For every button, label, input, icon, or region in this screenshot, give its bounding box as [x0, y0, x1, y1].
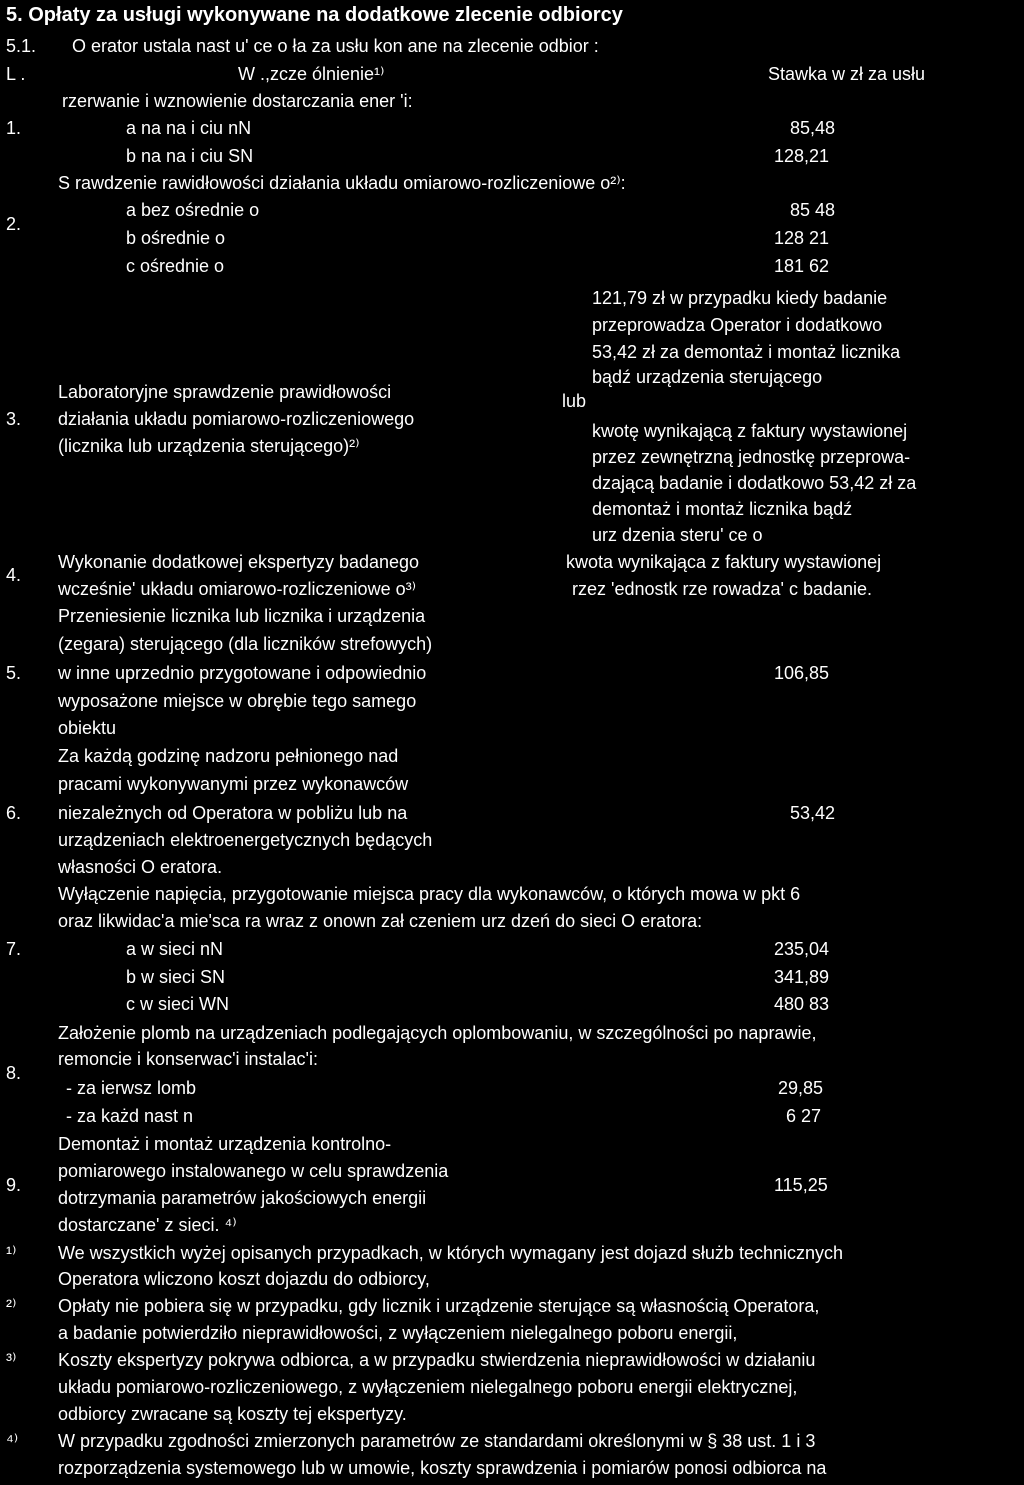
footnote-3-line-1: Koszty ekspertyzy pokrywa odbiorca, a w przypadku stwierdzenia nieprawidłowości w działaniu [58, 1350, 816, 1370]
row-7-item-b-value: 341,89 [774, 967, 830, 987]
row-8-title-line-1: Założenie plomb na urządzeniach podlegających oplombowaniu, w szczególności po naprawie, [58, 1023, 817, 1043]
row-4-rate-line-2: rzez 'ednostk rze rowadza' c badanie. [572, 579, 873, 599]
row-1-title: rzerwanie i wznowienie dostarczania ener 'i: [62, 91, 413, 111]
footnote-4-line-2: rozporządzenia systemowego lub w umowie, koszty sprawdzenia i pomiarów ponosi odbiorca na [58, 1458, 827, 1478]
row-3-desc-line-1: Laboratoryjne sprawdzenie prawidłowości [58, 382, 392, 402]
row-8-item-b-value: 6 27 [786, 1106, 822, 1126]
row-1-item-a-label: a na na i ciu nN [126, 118, 252, 138]
row-5-desc-line-2: (zegara) sterującego (dla liczników strefowych) [58, 634, 433, 654]
row-5-desc-line-1: Przeniesienie licznika lub licznika i urządzenia [58, 606, 426, 626]
row-4-desc-line-2: wcześnie' układu omiarowo-rozliczeniowe o³⁾ [58, 579, 417, 599]
row-9-number: 9. [6, 1175, 22, 1195]
row-3-rate-a-line-2: przeprowadza Operator i dodatkowo [592, 315, 883, 335]
row-6-desc-line-3: niezależnych od Operatora w pobliżu lub na [58, 803, 408, 823]
row-9-desc-line-1: Demontaż i montaż urządzenia kontrolno- [58, 1134, 392, 1154]
row-2-title: S rawdzenie rawidłowości działania układu omiarowo-rozliczeniowe o²⁾: [58, 173, 626, 193]
footnote-4-line-1: W przypadku zgodności zmierzonych parametrów ze standardami określonymi w § 38 ust. 1 i 3 [58, 1431, 816, 1451]
row-3-desc-line-2: działania układu pomiarowo-rozliczeniowego [58, 409, 415, 429]
row-2-item-a-label: a bez ośrednie o [126, 200, 260, 220]
row-9-desc-line-4: dostarczane' z sieci. ⁴⁾ [58, 1215, 237, 1235]
row-7-number: 7. [6, 939, 22, 959]
row-1-item-b-value: 128,21 [774, 146, 830, 166]
row-3-rate-b-line-3: dzającą badanie i dodatkowo 53,42 zł za [592, 473, 917, 493]
row-3-rate-b-line-2: przez zewnętrzną jednostkę przeprowa- [592, 447, 911, 467]
row-3-desc-line-3: (licznika lub urządzenia sterującego)²⁾ [58, 436, 360, 456]
footnote-1-line-1: We wszystkich wyżej opisanych przypadkach, w których wymagany jest dojazd służb technicznych [58, 1243, 843, 1263]
row-7-item-c-value: 480 83 [774, 994, 830, 1014]
footnote-2-line-2: a badanie potwierdziło nieprawidłowości, z wyłączeniem nielegalnego poboru energii, [58, 1323, 738, 1343]
row-6-desc-line-1: Za każdą godzinę nadzoru pełnionego nad [58, 746, 399, 766]
row-5-number: 5. [6, 663, 22, 683]
row-8-item-a-label: - za ierwsz lomb [66, 1078, 197, 1098]
row-2-item-a-value: 85 48 [790, 200, 836, 220]
row-9-desc-line-3: dotrzymania parametrów jakościowych energii [58, 1188, 427, 1208]
footnote-3-line-3: odbiorcy zwracane są koszty tej ekspertyzy. [58, 1404, 407, 1424]
row-3-number: 3. [6, 409, 22, 429]
row-7-item-a-value: 235,04 [774, 939, 830, 959]
row-3-or: lub [562, 391, 587, 411]
subsection-number: 5.1. [6, 36, 37, 56]
row-3-rate-b-line-5: urz dzenia steru' ce o [592, 525, 763, 545]
footnote-1-mark: ¹⁾ [6, 1243, 17, 1263]
row-1-item-b-label: b na na i ciu SN [126, 146, 254, 166]
row-6-desc-line-2: pracami wykonywanymi przez wykonawców [58, 774, 409, 794]
row-4-rate-line-1: kwota wynikająca z faktury wystawionej [566, 552, 882, 572]
row-2-item-b-label: b ośrednie o [126, 228, 226, 248]
footnote-4-mark: ⁴⁾ [6, 1431, 19, 1451]
row-2-item-b-value: 128 21 [774, 228, 830, 248]
header-lp: L . [6, 64, 26, 84]
row-3-rate-b-line-4: demontaż i montaż licznika bądź [592, 499, 853, 519]
row-6-number: 6. [6, 803, 22, 823]
row-6-desc-line-4: urządzeniach elektroenergetycznych będących [58, 830, 433, 850]
header-specification: W .,zcze ólnienie¹⁾ [238, 64, 385, 84]
row-5-value: 106,85 [774, 663, 830, 683]
footnote-1-line-2: Operatora wliczono koszt dojazdu do odbiorcy, [58, 1269, 430, 1289]
row-9-value: 115,25 [774, 1175, 828, 1195]
row-3-rate-a-line-1: 121,79 zł w przypadku kiedy badanie [592, 288, 888, 308]
row-7-item-c-label: c w sieci WN [126, 994, 229, 1014]
footnote-3-mark: ³⁾ [6, 1350, 17, 1370]
row-3-rate-a-line-4: bądź urządzenia sterującego [592, 367, 823, 387]
row-2-item-c-value: 181 62 [774, 256, 830, 276]
footnote-2-line-1: Opłaty nie pobiera się w przypadku, gdy licznik i urządzenie sterujące są własnością Operatora, [58, 1296, 820, 1316]
row-4-number: 4. [6, 565, 22, 585]
row-7-item-b-label: b w sieci SN [126, 967, 226, 987]
row-7-title-line-1: Wyłączenie napięcia, przygotowanie miejsca pracy dla wykonawców, o których mowa w pkt 6 [58, 884, 801, 904]
row-6-value: 53,42 [790, 803, 836, 823]
header-rate: Stawka w zł za usłu [768, 64, 926, 84]
row-2-item-c-label: c ośrednie o [126, 256, 225, 276]
row-8-item-b-label: - za każd nast n [66, 1106, 194, 1126]
row-4-desc-line-1: Wykonanie dodatkowej ekspertyzy badanego [58, 552, 420, 572]
section-title: 5. Opłaty za usługi wykonywane na dodatkowe zlecenie odbiorcy [6, 4, 623, 26]
row-5-desc-line-5: obiektu [58, 718, 117, 738]
subsection-text: O erator ustala nast u' ce o ła za usłu kon ane na zlecenie odbior : [72, 36, 599, 56]
row-7-item-a-label: a w sieci nN [126, 939, 224, 959]
row-8-item-a-value: 29,85 [778, 1078, 824, 1098]
row-9-desc-line-2: pomiarowego instalowanego w celu sprawdzenia [58, 1161, 449, 1181]
row-3-rate-b-line-1: kwotę wynikającą z faktury wystawionej [592, 421, 908, 441]
row-1-item-a-value: 85,48 [790, 118, 836, 138]
row-8-title-line-2: remoncie i konserwac'i instalac'i: [58, 1049, 318, 1069]
row-5-desc-line-3: w inne uprzednio przygotowane i odpowiednio [58, 663, 427, 683]
row-8-number: 8. [6, 1063, 22, 1083]
row-2-number: 2. [6, 214, 22, 234]
footnote-2-mark: ²⁾ [6, 1296, 17, 1316]
row-3-rate-a-line-3: 53,42 zł za demontaż i montaż licznika [592, 342, 901, 362]
row-5-desc-line-4: wyposażone miejsce w obrębie tego samego [58, 691, 417, 711]
row-1-number: 1. [6, 118, 22, 138]
row-7-title-line-2: oraz likwidac'a mie'sca ra wraz z onown zał czeniem urz dzeń do sieci O eratora: [58, 911, 703, 931]
footnote-3-line-2: układu pomiarowo-rozliczeniowego, z wyłączeniem nielegalnego poboru energii elektrycznej, [58, 1377, 798, 1397]
row-6-desc-line-5: własności O eratora. [58, 857, 223, 877]
